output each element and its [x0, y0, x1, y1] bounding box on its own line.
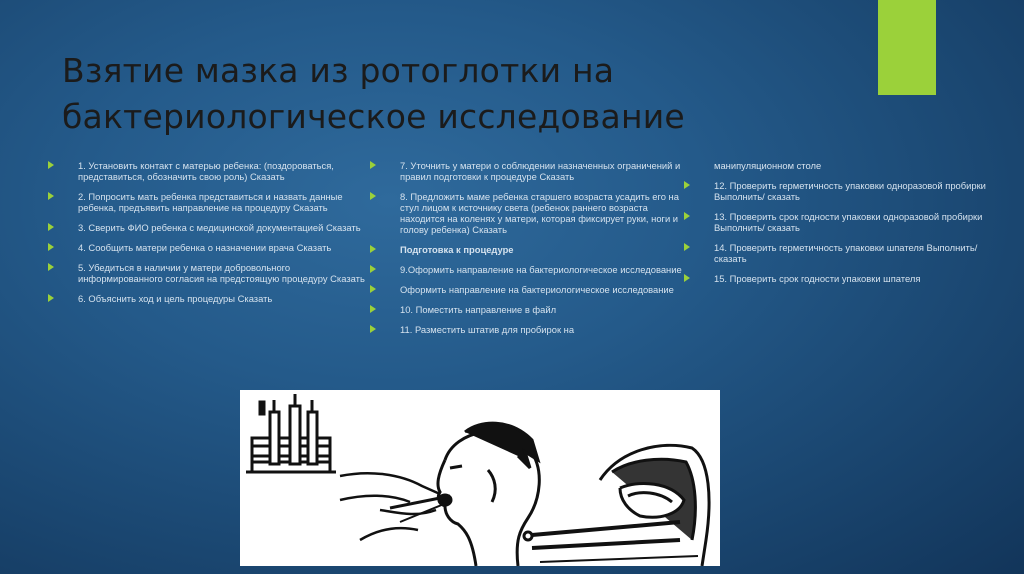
list-item	[684, 242, 986, 264]
triangle-bullet-icon	[48, 192, 54, 200]
list-item-text: 12. Проверить герметичность упаковки одноразовой пробирки Выполнить/ сказать	[714, 180, 986, 202]
triangle-bullet-icon	[370, 245, 376, 253]
list-item	[370, 284, 692, 295]
list-item	[48, 222, 370, 233]
triangle-bullet-icon	[370, 161, 376, 169]
list-item-text: 10. Поместить направление в файл	[400, 304, 557, 315]
list-item-text: 4. Сообщить матери ребенка о назначении врача Сказать	[78, 242, 332, 253]
column-2	[370, 160, 692, 344]
triangle-bullet-icon	[370, 192, 376, 200]
list-item	[48, 242, 370, 253]
list-item	[48, 262, 370, 284]
triangle-bullet-icon	[48, 223, 54, 231]
list-item-text: 7. Уточнить у матери о соблюдении назначенных ограничений и правил подготовки к процедуре Сказать	[400, 160, 681, 182]
triangle-bullet-icon	[370, 265, 376, 273]
list-item-text: Подготовка к процедуре	[400, 244, 514, 255]
throat-swab-drawing	[240, 390, 720, 566]
list-item-text: манипуляционном столе	[714, 160, 822, 171]
list-item	[684, 273, 986, 284]
list-item	[370, 264, 692, 275]
list-item-text: 6. Объяснить ход и цель процедуры Сказать	[78, 293, 273, 304]
list-item-text: 5. Убедиться в наличии у матери добровольного информированного согласия на предстоящую процедуру Сказать	[78, 262, 365, 284]
list-item-text: 2. Попросить мать ребенка представиться и назвать данные ребенка, предъявить направление на процедуру Сказать	[78, 191, 343, 213]
triangle-bullet-icon	[370, 285, 376, 293]
triangle-bullet-icon	[370, 325, 376, 333]
throat-cross-section	[524, 445, 709, 566]
triangle-bullet-icon	[48, 263, 54, 271]
list-item-text: 11. Разместить штатив для пробирок на	[400, 324, 575, 335]
triangle-bullet-icon	[48, 294, 54, 302]
list-item	[370, 324, 692, 335]
list-item	[48, 191, 370, 213]
triangle-bullet-icon	[370, 305, 376, 313]
triangle-bullet-icon	[684, 181, 690, 189]
list-item	[370, 191, 692, 235]
test-tube-rack	[246, 394, 336, 472]
procedure-illustration	[240, 390, 720, 566]
triangle-bullet-icon	[684, 274, 690, 282]
triangle-bullet-icon	[48, 243, 54, 251]
triangle-bullet-icon	[684, 212, 690, 220]
gloved-hands	[340, 473, 450, 540]
list-item-text: 8. Предложить маме ребенка старшего возраста усадить его на стул лицом к источнику света (ребенок раннего возраста находится на коленях у матери, которая фиксирует руки, ноги и голову ребенка) Сказать	[400, 191, 679, 235]
list-item-text: 13. Проверить срок годности упаковки одноразовой пробирки Выполнить/ сказать	[714, 211, 983, 233]
list-item-text: 1. Установить контакт с матерью ребенка: (поздороваться, представиться, обозначить свою роль) Сказать	[78, 160, 334, 182]
list-item	[370, 304, 692, 315]
list-item	[48, 293, 370, 304]
list-item	[48, 160, 370, 182]
list-item	[370, 160, 692, 182]
child-head	[438, 423, 539, 566]
accent-bar	[878, 0, 936, 95]
list-item-text: 3. Сверить ФИО ребенка с медицинской документацией Сказать	[78, 222, 361, 233]
triangle-bullet-icon	[48, 161, 54, 169]
list-item	[370, 244, 692, 255]
list-item-text: 9.Оформить направление на бактериологическое исследование	[400, 264, 682, 275]
list-item-text: Оформить направление на бактериологическое исследование	[400, 284, 674, 295]
list-item-text: 15. Проверить срок годности упаковки шпателя	[714, 273, 921, 284]
list-item-text: 14. Проверить герметичность упаковки шпателя Выполнить/ сказать	[714, 242, 978, 264]
slide-title: Взятие мазка из ротоглотки на бактериологическое исследование	[62, 51, 685, 136]
column-1	[48, 160, 370, 313]
list-item	[684, 160, 986, 171]
column-3	[684, 160, 986, 293]
list-item	[684, 180, 986, 202]
list-item	[684, 211, 986, 233]
triangle-bullet-icon	[684, 243, 690, 251]
